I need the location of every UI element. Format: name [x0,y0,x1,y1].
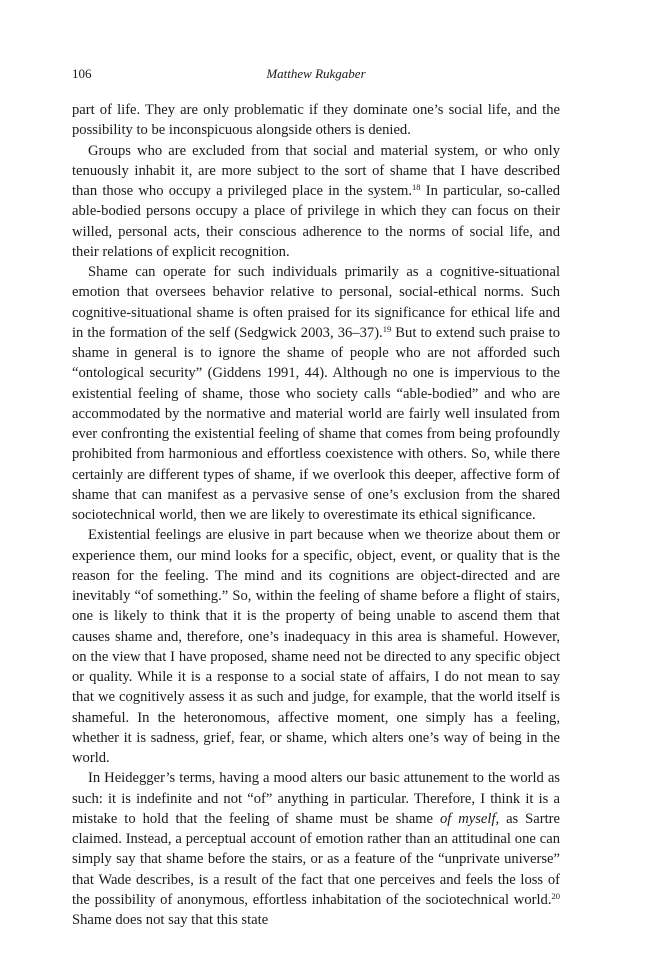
body-text [72,100,560,930]
paragraph-text: as Sartre claimed. Instead, a perceptual account of emotion rather than an attitudinal one can simply say that shame before the stairs, or as a feature of the “unprivate universe” that Wade describes, is a result of the fact that one perceives and feels the loss of the possibility of anonymous, effortless inhabitation of the sociotechnical world. [72,810,561,908]
paragraph [72,525,560,768]
document-page [72,66,560,930]
paragraph [72,768,560,930]
paragraph-text: part of life. They are only problematic if they dominate one’s social life, and the possibility to be inconspicuous alongside others is denied. [72,102,560,139]
footnote-marker: 20 [551,890,560,901]
emphasis-text: of myself, [439,810,500,827]
paragraph-text: Shame can operate for such individuals primarily as a cognitive-situational emotion that oversees behavior relative to personal, social-ethical norms. Such cognitive-situational shame is often praised for its significance for ethical life and in the formation of the self (Sedgwick 2003, 36–37). [72,264,560,341]
running-head [72,66,560,88]
paragraph-text: In particular, so-called able-bodied persons occupy a place of privilege in which they can focus on their willed, personal acts, their conscious adherence to the norms of social life, and their relations of explicit recognition. [72,183,561,260]
page-number: 106 [72,66,92,81]
paragraph-text: Existential feelings are elusive in part because when we theorize about them or experience them, our mind looks for a specific, object, event, or quality that is the reason for the feeling. The mind and its cognitions are object-directed and are inevitably “of something.” So, within the feeling of shame before a flight of stairs, one is likely to think that it is the property of being unable to ascend them that causes shame and, therefore, one’s inadequacy in this area is shameful. However, on the view that I have proposed, shame need not be directed to any specific object or quality. While it is a response to a social state of affairs, I do not mean to say that we cognitively assess it as such and judge, for example, that the world itself is shameful. In the heteronomous, affective moment, one simply has a feeling, whether it is sadness, grief, fear, or shame, which alters one’s way of being in the world. [72,527,560,766]
paragraph-text: Shame does not say that this state [72,912,269,928]
paragraph-text: But to extend such praise to shame in general is to ignore the shame of people who are not afforded such “ontological security” (Giddens 1991, 44). Although no one is impervious to the existential feeling of shame, those who society calls “able-bodied” and who are accommodated by the normative and material world are fairly well insulated from ever confronting the existential feeling of shame that comes from being profoundly prohibited from harmonious and effortless coexistence with others. So, while there certainly are different types of shame, if we overlook this deeper, affective form of shame that can manifest as a pervasive sense of one’s exclusion from the shared sociotechnical world, then we are likely to overestimate its ethical significance. [72,324,560,523]
paragraph [72,262,560,525]
paragraph [72,141,560,263]
running-head-author: Matthew Rukgaber [266,66,366,81]
paragraph-text: In Heidegger’s terms, having a mood alters our basic attunement to the world as such: it is indefinite and not “of” anything in particular. Therefore, I think it is a mistake to hold that the feeling of shame must be shame [72,770,560,827]
paragraph [72,100,560,141]
footnote-marker: 19 [382,323,392,334]
paragraph-text: Groups who are excluded from that social and material system, or who only tenuously inhabit it, are more subject to the sort of shame that I have described than those who occupy a privileged place in the system. [72,142,560,199]
footnote-marker: 18 [412,182,421,192]
